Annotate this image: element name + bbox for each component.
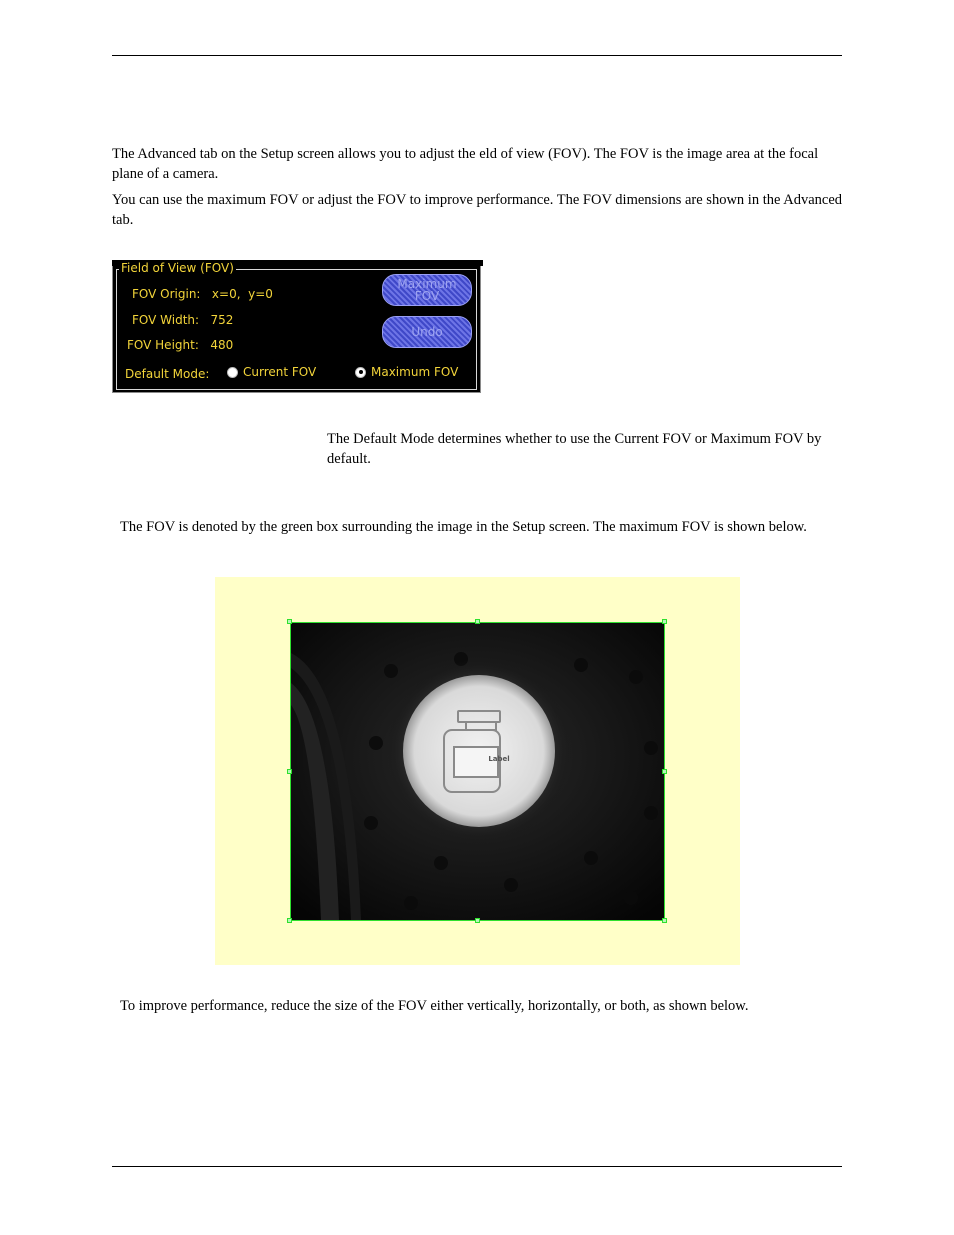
fov-handle-top-center[interactable]	[475, 619, 480, 624]
fov-handle-bottom-right[interactable]	[662, 918, 667, 923]
fov-handle-bottom-center[interactable]	[475, 918, 480, 923]
fov-origin-readout: FOV Origin: x=0, y=0	[132, 287, 273, 301]
maximum-fov-button-line2: FOV	[414, 289, 440, 303]
improve-performance-paragraph: To improve performance, reduce the size of the FOV either vertically, horizontally, or both, as shown below.	[120, 998, 749, 1014]
maximum-fov-button[interactable]	[382, 274, 472, 306]
fov-handle-bottom-left[interactable]	[287, 918, 292, 923]
fov-width-readout: FOV Width: 752	[132, 313, 234, 327]
default-mode-paragraph: The Default Mode determines whether to use the Current FOV or Maximum FOV by default.	[327, 431, 822, 467]
fov-handle-top-left[interactable]	[287, 619, 292, 624]
fov-height-readout: FOV Height: 480	[127, 338, 234, 352]
radio-maximum-fov-label: Maximum FOV	[371, 365, 459, 379]
radio-current-fov[interactable]	[227, 365, 316, 379]
radio-current-fov-label: Current FOV	[243, 365, 317, 379]
intro-paragraph-1: The Advanced tab on the Setup screen allows you to adjust the eld of view (FOV). The FOV is the image area at the focal plane of a camera.	[112, 146, 819, 182]
fov-handle-middle-right[interactable]	[662, 769, 667, 774]
intro-paragraph-2: You can use the maximum FOV or adjust the FOV to improve performance. The FOV dimensions are shown in the Advanced tab.	[112, 192, 843, 228]
bottle-label-text: Label	[488, 755, 510, 763]
radio-maximum-fov-icon[interactable]	[355, 367, 366, 378]
maximum-fov-button-line1: Maximum	[397, 277, 457, 291]
camera-image-fov-box[interactable]	[290, 622, 665, 921]
fov-handle-top-right[interactable]	[662, 619, 667, 624]
radio-current-fov-icon[interactable]	[227, 367, 238, 378]
radio-maximum-fov[interactable]	[355, 365, 458, 379]
footer-rule	[112, 1166, 842, 1167]
fov-green-box-paragraph: The FOV is denoted by the green box surrounding the image in the Setup screen. The maximum FOV is shown below.	[120, 519, 807, 535]
fov-settings-panel	[112, 260, 481, 393]
undo-button-label: Undo	[411, 325, 443, 339]
default-mode-label: Default Mode:	[125, 367, 210, 381]
undo-button[interactable]	[382, 316, 472, 348]
fov-groupbox-legend: Field of View (FOV)	[121, 261, 234, 275]
header-rule	[112, 55, 842, 56]
camera-image	[291, 623, 664, 920]
fov-handle-middle-left[interactable]	[287, 769, 292, 774]
